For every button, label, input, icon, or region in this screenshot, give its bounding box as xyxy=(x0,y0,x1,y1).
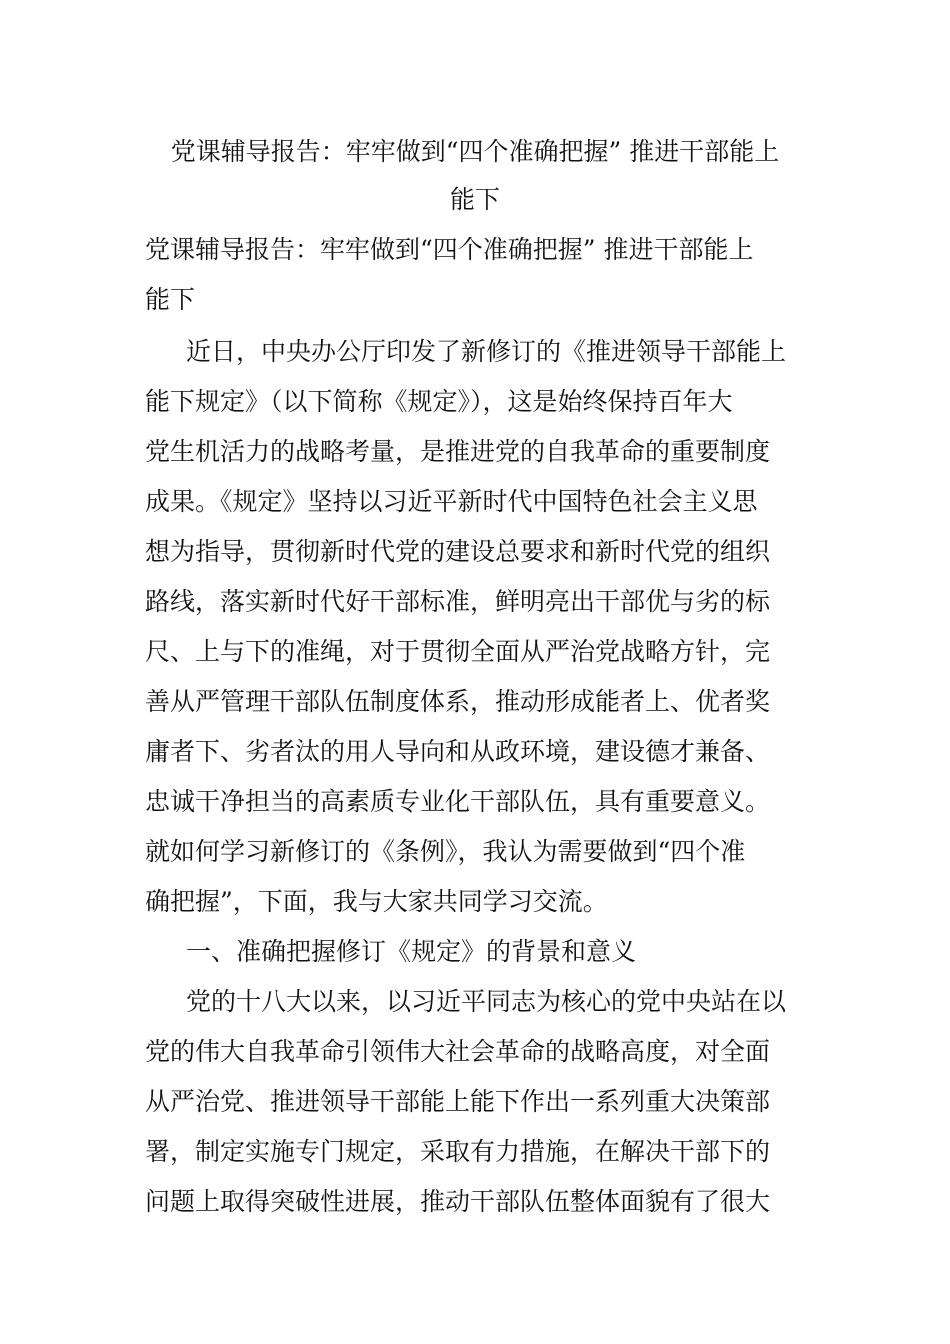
body-line: 庸者下、劣者汰的用人导向和从政环境，建设德才兼备、 xyxy=(145,737,771,766)
paragraph-1-first-line: 近日，中央办公厅印发了新修订的《推进领导干部能上 xyxy=(186,337,787,366)
body-line: 确把握”，下面，我与大家共同学习交流。 xyxy=(145,887,608,916)
body-line: 能下规定》（以下简称《规定》），这是始终保持百年大 xyxy=(145,387,733,416)
body-line: 善从严管理干部队伍制度体系，推动形成能者上、优者奖 xyxy=(145,687,771,716)
body-line: 署，制定实施专门规定，采取有力措施，在解决干部下的 xyxy=(145,1137,771,1166)
section-heading-1: 一、准确把握修订《规定》的背景和意义 xyxy=(186,937,637,966)
body-line: 忠诚干净担当的高素质专业化干部队伍，具有重要意义。 xyxy=(145,787,771,816)
body-line: 党生机活力的战略考量，是推进党的自我革命的重要制度 xyxy=(145,437,771,466)
body-line: 能下 xyxy=(145,285,196,314)
body-line: 党课辅导报告：牢牢做到“四个准确把握” 推进干部能上 xyxy=(145,235,754,264)
body-line: 尺、上与下的准绳，对于贯彻全面从严治党战略方针，完 xyxy=(145,637,771,666)
body-line: 就如何学习新修订的《条例》，我认为需要做到“四个准 xyxy=(145,837,746,866)
body-line: 党的伟大自我革命引领伟大社会革命的战略高度，对全面 xyxy=(145,1037,771,1066)
body-line: 路线，落实新时代好干部标准，鲜明亮出干部优与劣的标 xyxy=(145,587,771,616)
body-line: 从严治党、推进领导干部能上能下作出一系列重大决策部 xyxy=(145,1087,771,1116)
paragraph-2-first-line: 党的十八大以来，以习近平同志为核心的党中央站在以 xyxy=(186,987,787,1016)
document-title-line-1: 党课辅导报告：牢牢做到“四个准确把握” 推进干部能上 xyxy=(170,137,780,166)
document-title-line-2: 能下 xyxy=(449,185,500,214)
body-line: 成果。《规定》坚持以习近平新时代中国特色社会主义思 xyxy=(145,487,758,516)
body-line: 问题上取得突破性进展，推动干部队伍整体面貌有了很大 xyxy=(145,1187,771,1216)
body-line: 想为指导，贯彻新时代党的建设总要求和新时代党的组织 xyxy=(145,537,771,566)
